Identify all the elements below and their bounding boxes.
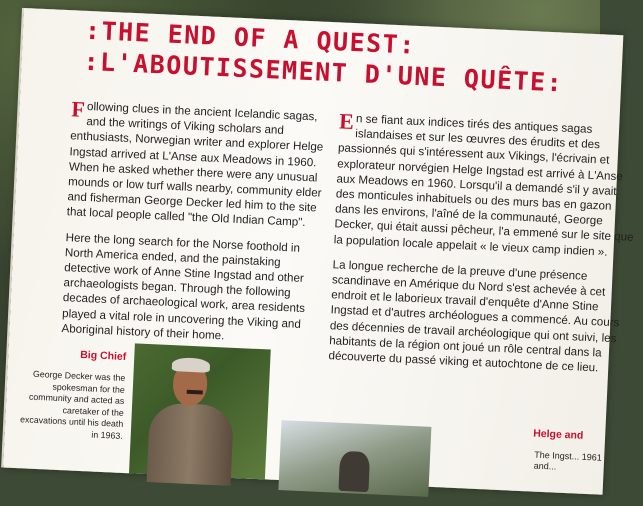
english-column [61, 98, 334, 358]
french-column [328, 110, 640, 387]
english-paragraph-1-text: ollowing clues in the ancient Icelandic sagas, and the writings of Viking scholars and enthusiasts, Norwegian writer and explorer Helge Ingstad arrived at L'Anse aux Meadows in 1960. When he asked whether there were any unusual mounds or low turf walls nearby, community elder and fisherman George Decker led him to the site that local people called "the Old Indian Camp". [66, 99, 324, 230]
english-paragraph-2: Here the long search for the Norse foothold in North America ended, and the painstaking detective work of Anne Stine Ingstad and other archaeologists began. Through the following decades of archaeological work, area residents played a vital role in uncovering the Viking and Aboriginal history of their home. [61, 230, 306, 343]
french-paragraph-1 [333, 110, 639, 260]
french-paragraph-1-text: n se fiant aux indices tirés des antiques sagas islandaises et sur les œuvres des érudits et des passionnés qui s'intéressent aux Vikings, l'écrivain et explorateur norvégien Helge Ingstad est arrivé à L'Anse aux Meadows en 1960. Lorsqu'il a demandé s'il y avait des monticules inhabituels ou des murs bas en gazon dans les environs, l'aîné de la communauté, George Decker, qui était aussi pêcheur, l'a emmené sur le site que la population locale appelait « le vieux camp indien ». [333, 112, 634, 259]
title-english: :THE END OF A QUEST: [84, 15, 417, 60]
photo-excavation [278, 420, 431, 497]
caption-helge-text: The Ingst... 1961 and... [533, 449, 602, 472]
caption-big-chief-title: Big Chief [79, 348, 127, 363]
photo-figure-hair [172, 357, 211, 373]
photo-figure-shirt [147, 402, 235, 486]
english-paragraph-1 [66, 98, 333, 231]
photo-figure-pipe [187, 390, 203, 395]
photo-excavation-figure [338, 451, 370, 492]
caption-helge-title: Helge and [532, 427, 584, 442]
photo-george-decker [129, 343, 271, 479]
interpretive-sign [3, 8, 634, 495]
french-dropcap: E [338, 108, 355, 135]
english-dropcap: F [70, 96, 86, 122]
caption-big-chief-text: George Decker was the spokesman for the community and acted as caretaker of the excavations until his death in 1963. [19, 368, 126, 441]
french-paragraph-2: La longue recherche de la preuve d'une présence scandinave en Amérique du Nord s'est achevée à cet endroit et le laborieux travail d'enquête d'Anne Stine Ingstad et d'autres archéologues a commencé. Au cours des décennies de travail archéologique qui ont suivi, les habitants de la région ont joué un rôle central dans la découverte du passé viking et autochtone de ce lieu. [328, 258, 620, 375]
title-french: :L'ABOUTISSEMENT D'UNE QUÊTE: [82, 46, 564, 98]
